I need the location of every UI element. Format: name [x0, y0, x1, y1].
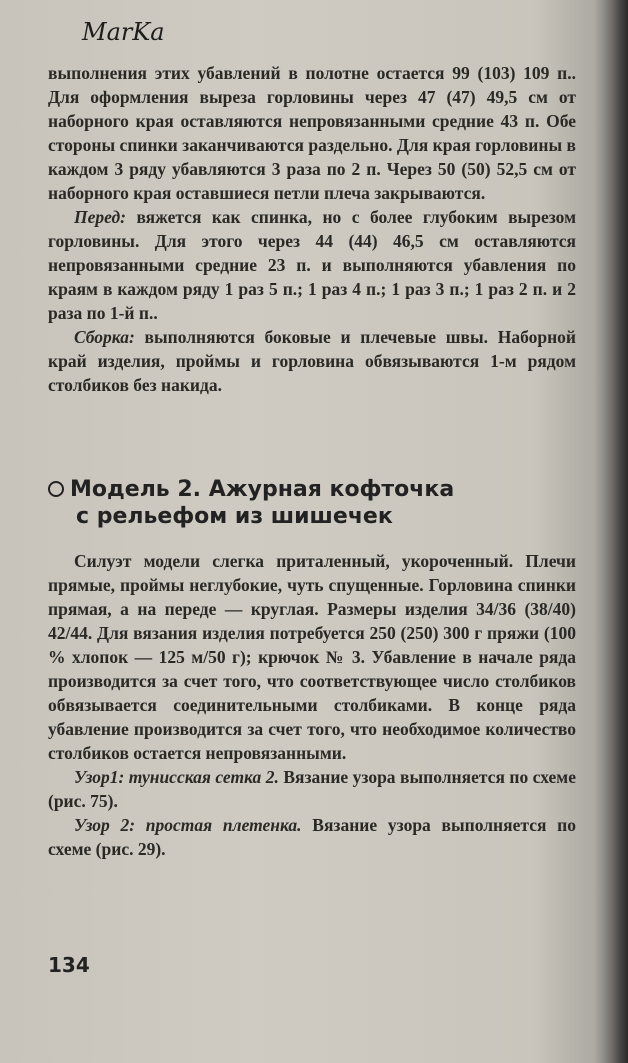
assembly-text: выполняются боковые и плечевые швы. Наборной край изделия, проймы и горловина обвязываются 1-м рядом столбиков без накида. [48, 327, 576, 395]
label-pattern-1: Узор1: тунисская сетка 2. [74, 767, 279, 787]
label-assembly: Сборка: [74, 327, 135, 347]
pattern-2-text: Вязание узора выполняется по схеме (рис. 29). [48, 815, 576, 859]
page-gutter-shadow [594, 0, 628, 1063]
heading-line-1: Модель 2. Ажурная кофточка [70, 477, 455, 502]
paragraph-front [48, 205, 576, 325]
label-front: Перед: [74, 207, 126, 227]
circle-bullet-icon [48, 481, 64, 497]
text-block-top [48, 61, 576, 397]
paragraph-assembly [48, 325, 576, 397]
page-number: 134 [48, 953, 90, 977]
paragraph-back-continued: выполнения этих убавлений в полотне остается 99 (103) 109 п.. Для оформления выреза горловины через 47 (47) 49,5 см от наборного края оставляются непровязанными средние 43 п. Обе стороны спинки заканчиваются раздельно. Для края горловины в каждом 3 ряду убавляются 3 раза по 2 п. Через 50 (50) 52,5 см от наборного края оставшиеся петли плеча закрываются. [48, 63, 576, 203]
paragraph-pattern-1 [48, 765, 576, 813]
text-block-bottom [48, 549, 576, 861]
heading-line-2: с рельефом из шишечек [76, 504, 393, 529]
watermark: MarKa [82, 18, 165, 46]
front-text: вяжется как спинка, но с более глубоким вырезом горловины. Для этого через 44 (44) 46,5 см оставляются непровязанными средние 23 п. и выполняются убавления по краям в каждом ряду 1 раз 5 п.; 1 раз 4 п.; 1 раз 3 п.; 1 раз 2 п. и 2 раза по 1-й п.. [48, 207, 576, 323]
pattern-1-text: Вязание узора выполняется по схеме (рис. 75). [48, 767, 576, 811]
label-pattern-2: Узор 2: простая плетенка. [74, 815, 302, 835]
section-heading [48, 476, 568, 530]
paragraph-pattern-2 [48, 813, 576, 861]
paragraph-silhouette: Силуэт модели слегка приталенный, укороченный. Плечи прямые, проймы неглубокие, чуть спущенные. Горловина спинки прямая, а на переде — круглая. Размеры изделия 34/36 (38/40) 42/44. Для вязания изделия потребуется 250 (250) 300 г пряжи (100 % хлопок — 125 м/50 г); крючок № 3. Убавление в начале ряда производится за счет того, что соответствующее число столбиков обвязывается соединительными столбиками. В конце ряда убавление производится за счет того, что необходимое количество столбиков остается непровязанными. [48, 551, 576, 763]
